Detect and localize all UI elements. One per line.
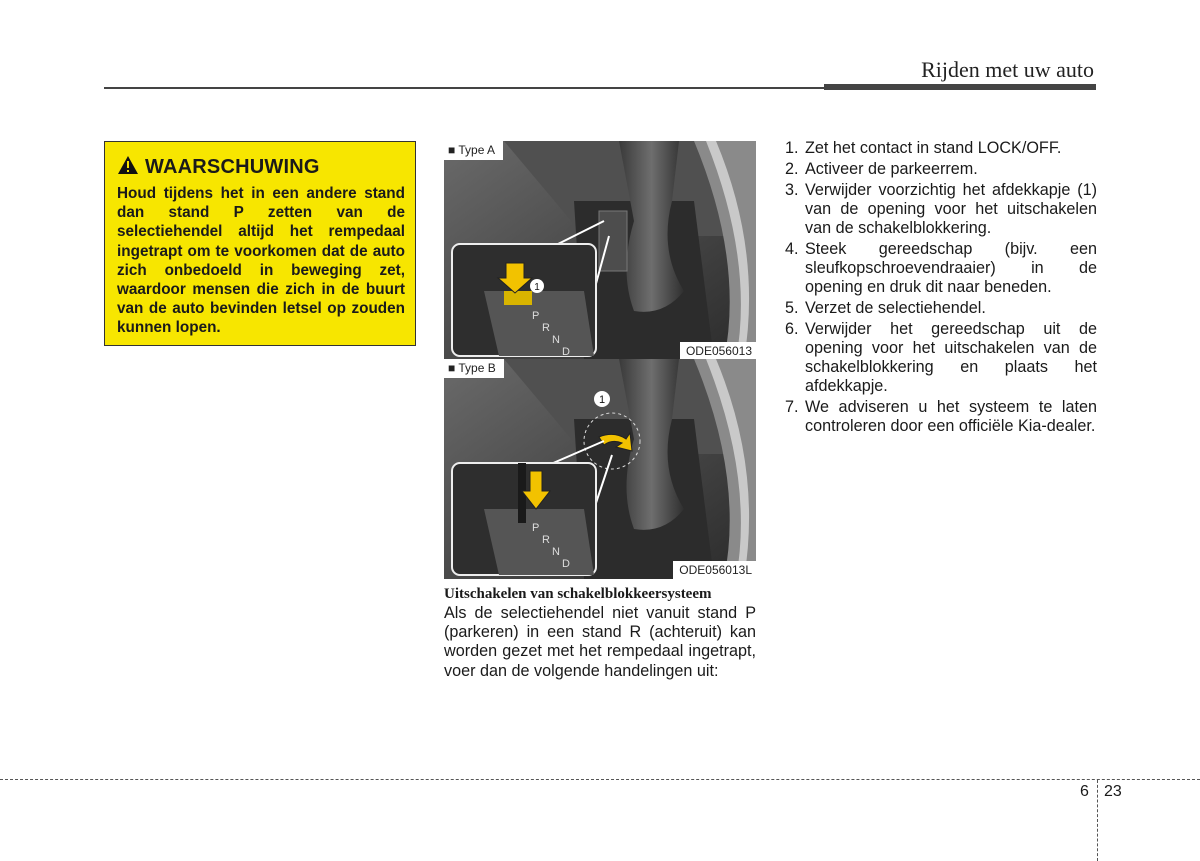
list-item [785, 299, 1097, 318]
step-text: Verwijder het gereedschap uit de opening voor het uitschakelen van de schakelblokkering en plaats het afdekkapje. [805, 320, 1097, 395]
header-rule-accent [824, 84, 1096, 90]
figure-b-marker: 1 [598, 394, 606, 406]
page-header-title: Rijden met uw auto [921, 57, 1094, 82]
step-number: 6. [785, 320, 799, 338]
step-text: We adviseren u het systeem te laten controleren door een officiële Kia-dealer. [805, 398, 1097, 435]
list-item [785, 139, 1097, 158]
step-text: Steek gereedschap (bijv. een sleufkopschroevendraaier) in de opening en druk dit naar beneden. [805, 240, 1097, 296]
shift-lever-illustration-a [444, 141, 756, 360]
shift-letter: P [532, 522, 540, 534]
section-body: Als de selectiehendel niet vanuit stand P (parkeren) in een stand R (achteruit) kan worden gezet met het rempedaal ingetrapt, voer dan de volgende handelingen uit: [444, 604, 756, 680]
shift-lever-illustration-b [444, 359, 756, 579]
shift-letter: D [562, 558, 570, 570]
figure-code: ODE056013L [673, 561, 756, 579]
list-item [785, 240, 1097, 297]
shift-letter: D [562, 346, 570, 358]
shift-letter: N [552, 334, 560, 346]
shift-letter: N [552, 546, 560, 558]
page-number: 23 [1104, 783, 1122, 800]
shift-letter: P [532, 310, 540, 322]
shift-letter: R [542, 534, 550, 546]
figure-type-b [444, 359, 756, 579]
shift-letter: R [542, 322, 550, 334]
step-text: Activeer de parkeerrem. [805, 160, 978, 178]
warning-header [117, 154, 405, 180]
step-number: 1. [785, 139, 799, 157]
list-item [785, 181, 1097, 238]
step-number: 4. [785, 240, 799, 258]
list-item [785, 160, 1097, 179]
figure-a-marker: 1 [534, 282, 540, 293]
warning-text: Houd tijdens het in een andere stand dan stand P zetten van de selectiehendel altijd het rempedaal ingetrapt om te voorkomen dat de auto zich onbedoeld in beweging zet, waardoor mensen die zich in de buurt van de auto bevinden letsel op zouden kunnen lopen. [117, 185, 405, 337]
list-item [785, 398, 1097, 436]
header-rule [104, 87, 824, 89]
step-number: 3. [785, 181, 799, 199]
warning-box [104, 141, 416, 346]
figure-type-a [444, 141, 756, 360]
chapter-number: 6 [1080, 783, 1089, 800]
warning-title: WAARSCHUWING [145, 155, 320, 178]
step-text: Verwijder voorzichtig het afdekkapje (1) van de opening voor het uitschakelen van de schakelblokkering. [805, 181, 1097, 237]
figure-code: ODE056013 [680, 342, 756, 360]
list-item [785, 320, 1097, 396]
footer-page-divider [1097, 780, 1098, 861]
step-text: Verzet de selectiehendel. [805, 299, 986, 317]
step-number: 2. [785, 160, 799, 178]
footer-divider [0, 779, 1200, 780]
section-heading: Uitschakelen van schakelblokkeersysteem [444, 586, 712, 602]
step-number: 7. [785, 398, 799, 416]
step-number: 5. [785, 299, 799, 317]
warning-triangle-icon [117, 155, 139, 180]
figure-type-label: ■ Type A [444, 141, 503, 160]
step-text: Zet het contact in stand LOCK/OFF. [805, 139, 1062, 157]
steps-list [785, 139, 1097, 438]
figure-type-label: ■ Type B [444, 359, 504, 378]
